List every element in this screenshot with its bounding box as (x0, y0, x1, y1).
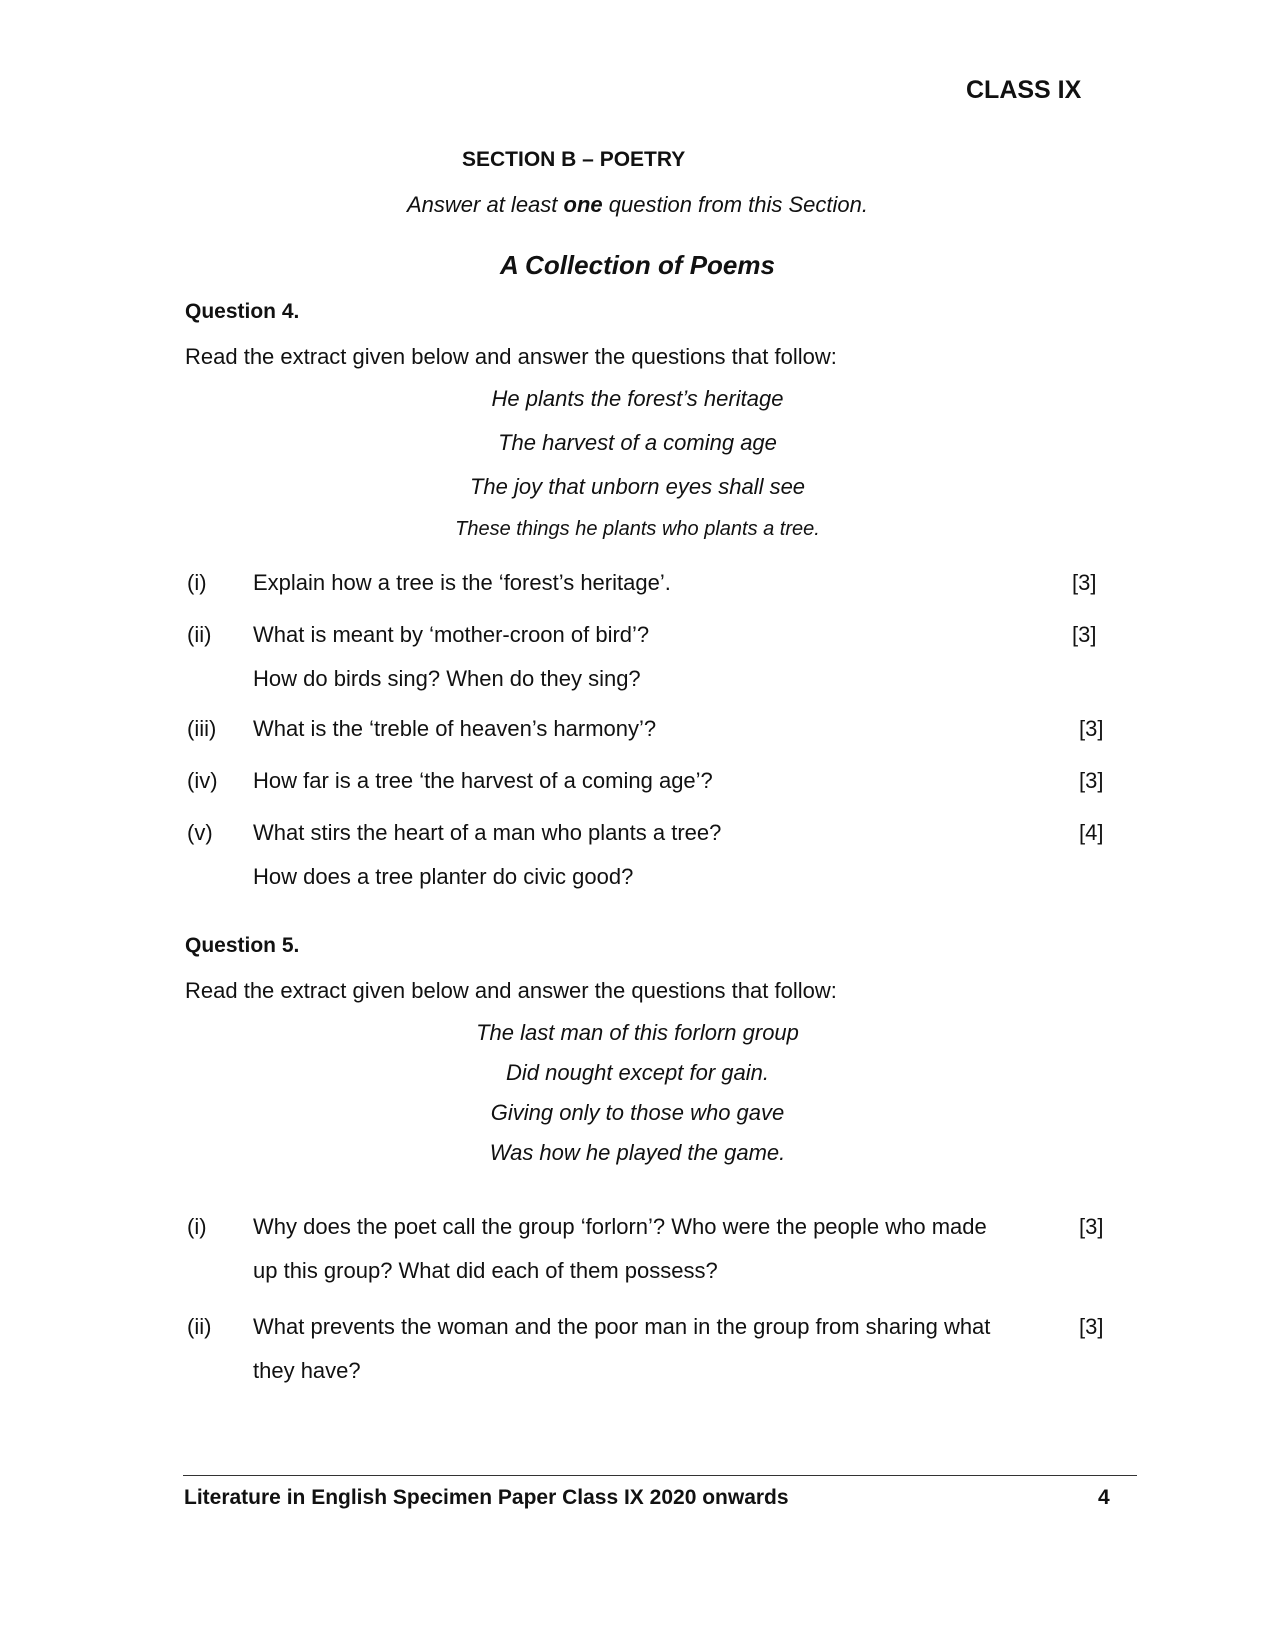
marks-badge: [3] (1079, 768, 1104, 793)
instruction-text: question from this Section. (602, 192, 868, 217)
question-text: What stirs the heart of a man who plants a tree? (253, 820, 722, 845)
extract-line: Did nought except for gain. (506, 1060, 769, 1085)
extract-line: The harvest of a coming age (498, 430, 777, 455)
question-number: (i) (187, 570, 207, 595)
question-text: Why does the poet call the group ‘forlorn’? Who were the people who made (253, 1214, 987, 1239)
extract-line: The last man of this forlorn group (476, 1020, 799, 1045)
question-number: (ii) (187, 1314, 212, 1339)
instruction-emphasis: one (563, 192, 603, 217)
extract-line: These things he plants who plants a tree. (455, 518, 820, 540)
question-text: How does a tree planter do civic good? (253, 864, 634, 889)
question-text: they have? (253, 1358, 361, 1383)
question-text: Explain how a tree is the ‘forest’s heritage’. (253, 570, 671, 595)
marks-badge: [3] (1079, 1314, 1104, 1339)
marks-badge: [3] (1072, 622, 1097, 647)
marks-badge: [3] (1079, 716, 1104, 741)
marks-badge: [3] (1079, 1214, 1104, 1239)
book-title: A Collection of Poems (500, 250, 775, 280)
question-number: (iii) (187, 716, 217, 741)
question-text: What is the ‘treble of heaven’s harmony’? (253, 716, 657, 741)
question-text: How do birds sing? When do they sing? (253, 666, 641, 691)
class-label: CLASS IX (966, 76, 1082, 104)
section-title: SECTION B – POETRY (462, 148, 686, 171)
extract-line: Was how he played the game. (489, 1140, 786, 1165)
question-4-heading: Question 4. (185, 300, 300, 323)
question-number: (iv) (187, 768, 218, 793)
question-4-intro: Read the extract given below and answer the questions that follow: (185, 344, 837, 369)
question-number: (ii) (187, 622, 212, 647)
marks-badge: [3] (1072, 570, 1097, 595)
question-text: What is meant by ‘mother-croon of bird’? (253, 622, 650, 647)
extract-line: He plants the forest’s heritage (491, 386, 784, 411)
marks-badge: [4] (1079, 820, 1104, 845)
question-number: (v) (187, 820, 213, 845)
question-text: up this group? What did each of them possess? (253, 1258, 718, 1283)
question-text: How far is a tree ‘the harvest of a coming age’? (253, 768, 713, 793)
question-5-heading: Question 5. (185, 934, 300, 957)
instruction-text: Answer at least (407, 192, 564, 217)
question-5-intro: Read the extract given below and answer the questions that follow: (185, 978, 837, 1003)
page-number: 4 (1098, 1486, 1110, 1509)
footer-divider (183, 1475, 1137, 1476)
question-text: What prevents the woman and the poor man in the group from sharing what (253, 1314, 991, 1339)
extract-line: The joy that unborn eyes shall see (469, 474, 806, 499)
question-number: (i) (187, 1214, 207, 1239)
extract-line: Giving only to those who gave (490, 1100, 785, 1125)
footer-title: Literature in English Specimen Paper Class IX 2020 onwards (184, 1486, 789, 1509)
section-instruction (0, 192, 1275, 218)
